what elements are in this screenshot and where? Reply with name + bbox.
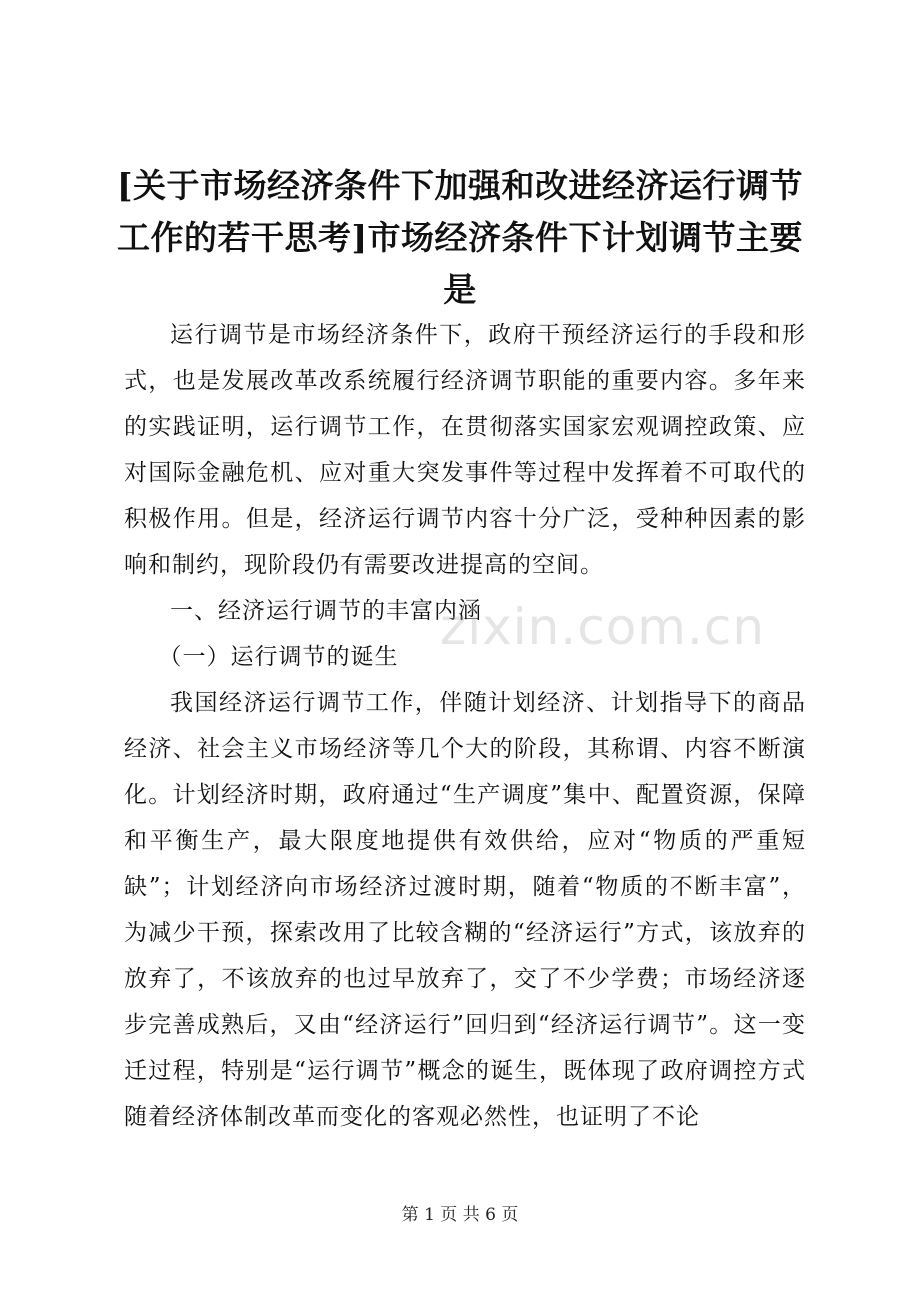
- document-body: [124, 312, 806, 1140]
- page-footer: 第 1 页 共 6 页: [401, 1205, 519, 1225]
- watermark: zixin.com.cn: [440, 598, 766, 656]
- section-heading: 一、经济运行调节的丰富内涵: [170, 598, 482, 624]
- document-title: [关于市场经济条件下加强和改进经济运行调节工作的若干思考]市场经济条件下计划调节主要是: [116, 166, 804, 309]
- subsection-heading: （一）运行调节的诞生: [158, 644, 399, 670]
- paragraph-history: 我国经济运行调节工作，伴随计划经济、计划指导下的商品经济、社会主义市场经济等几个大的阶段，其称谓、内容不断演化。计划经济时期，政府通过“生产调度”集中、配置资源，保障和平衡生产，最大限度地提供有效供给，应对“物质的严重短缺”；计划经济向市场经济过渡时期，随着“物质的不断丰富”，为减少干预，探索改用了比较含糊的“经济运行”方式，该放弃的放弃了，不该放弃的也过早放弃了，交了不少学费；市场经济逐步完善成熟后，又由“经济运行”回归到“经济运行调节”。这一变迁过程，特别是“运行调节”概念的诞生，既体现了政府调控方式随着经济体制改革而变化的客观必然性，也证明了不论: [124, 690, 806, 1130]
- paragraph-intro: 运行调节是市场经济条件下，政府干预经济运行的手段和形式，也是发展改革改系统履行经济调节职能的重要内容。多年来的实践证明，运行调节工作，在贯彻落实国家宏观调控政策、应对国际金融危机、应对重大突发事件等过程中发挥着不可取代的积极作用。但是，经济运行调节内容十分广泛，受种种因素的影响和制约，现阶段仍有需要改进提高的空间。: [124, 322, 806, 578]
